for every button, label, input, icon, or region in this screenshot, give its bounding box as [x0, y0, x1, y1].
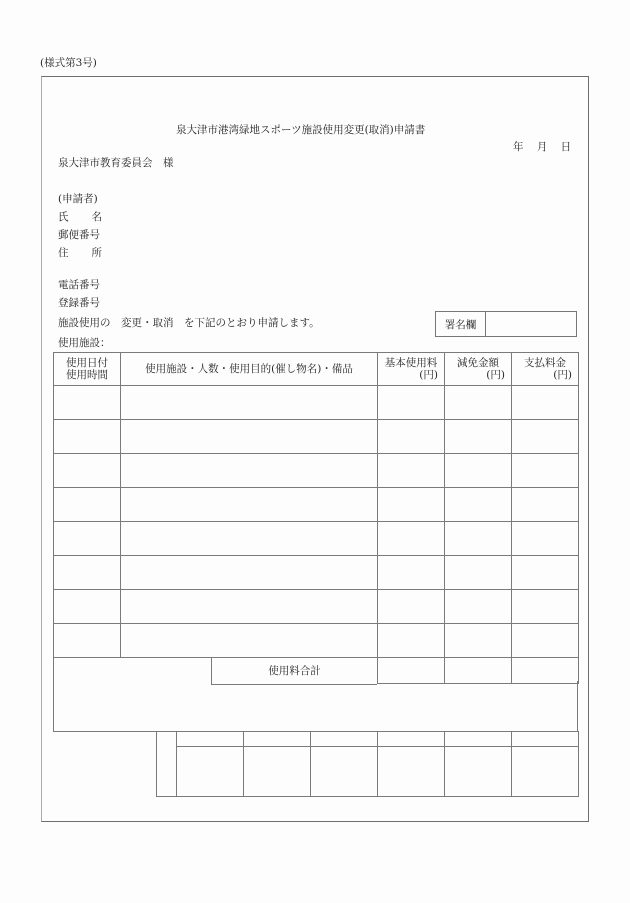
phone-label: 電話番号 [58, 279, 100, 291]
cell-payment[interactable] [512, 590, 579, 624]
usage-table [53, 352, 579, 684]
table-row [54, 488, 579, 522]
total-payment[interactable] [512, 658, 579, 684]
header-base-fee: 基本使用料 (円) [378, 353, 445, 386]
header-details: 使用施設・人数・使用目的(催し物名)・備品 [121, 353, 378, 386]
office-use-stamp-cell[interactable] [378, 747, 445, 797]
office-use-header-row [157, 732, 579, 747]
registration-number-label: 登録番号 [58, 297, 100, 309]
cell-date[interactable] [54, 386, 121, 420]
cell-details[interactable] [121, 454, 378, 488]
cell-payment[interactable] [512, 624, 579, 658]
cell-date[interactable] [54, 624, 121, 658]
application-statement: 施設使用の 変更・取消 を下記のとおり申請します。 [58, 317, 320, 329]
table-row [54, 454, 579, 488]
office-use-stamp-row [157, 747, 579, 797]
office-use-side-cell [157, 732, 177, 797]
cell-details[interactable] [121, 590, 378, 624]
table-row [54, 522, 579, 556]
signature-box [435, 311, 577, 337]
cell-date[interactable] [54, 522, 121, 556]
total-label: 使用料合計 [211, 658, 377, 685]
table-row [54, 624, 579, 658]
addressee: 泉大津市教育委員会 様 [58, 157, 174, 169]
header-payment: 支払料金 (円) [512, 353, 579, 386]
facility-label: 使用施設： [58, 337, 111, 349]
office-use-header-cell [378, 732, 445, 747]
cell-details[interactable] [121, 522, 378, 556]
table-row [54, 590, 579, 624]
cell-discount[interactable] [445, 522, 512, 556]
cell-payment[interactable] [512, 488, 579, 522]
office-use-stamp-cell[interactable] [244, 747, 311, 797]
cell-base-fee[interactable] [378, 454, 445, 488]
cell-payment[interactable] [512, 420, 579, 454]
cell-discount[interactable] [445, 488, 512, 522]
cell-base-fee[interactable] [378, 488, 445, 522]
cell-discount[interactable] [445, 386, 512, 420]
cell-details[interactable] [121, 488, 378, 522]
cell-base-fee[interactable] [378, 522, 445, 556]
signature-label: 署名欄 [436, 312, 486, 336]
applicant-heading: (申請者) [58, 193, 98, 205]
total-base-fee[interactable] [378, 658, 445, 684]
cell-discount[interactable] [445, 420, 512, 454]
remarks-area[interactable] [53, 681, 578, 732]
cell-details[interactable] [121, 386, 378, 420]
cell-base-fee[interactable] [378, 420, 445, 454]
table-row [54, 386, 579, 420]
office-use-header-cell [177, 732, 244, 747]
cell-discount[interactable] [445, 556, 512, 590]
header-date-time: 使用日付 使用時間 [54, 353, 121, 386]
office-use-stamp-cell[interactable] [512, 747, 579, 797]
cell-base-fee[interactable] [378, 624, 445, 658]
cell-details[interactable] [121, 420, 378, 454]
cell-date[interactable] [54, 420, 121, 454]
office-use-stamp-cell[interactable] [177, 747, 244, 797]
table-row [54, 420, 579, 454]
address-label: 住所 [58, 247, 102, 259]
postal-code-label: 郵便番号 [58, 229, 100, 241]
signature-field[interactable] [486, 312, 576, 336]
cell-payment[interactable] [512, 522, 579, 556]
cell-discount[interactable] [445, 454, 512, 488]
form-number: (様式第3号) [40, 57, 97, 69]
total-label-area [54, 658, 378, 684]
cell-discount[interactable] [445, 590, 512, 624]
cell-base-fee[interactable] [378, 590, 445, 624]
cell-date[interactable] [54, 590, 121, 624]
table-header-row [54, 353, 579, 386]
date-line: 年 月 日 [513, 141, 572, 153]
header-discount: 減免金額 (円) [445, 353, 512, 386]
cell-base-fee[interactable] [378, 386, 445, 420]
office-use-stamp-cell[interactable] [445, 747, 512, 797]
office-use-header-cell [244, 732, 311, 747]
office-use-stamp-cell[interactable] [311, 747, 378, 797]
cell-date[interactable] [54, 556, 121, 590]
total-row [54, 658, 579, 684]
cell-date[interactable] [54, 488, 121, 522]
cell-base-fee[interactable] [378, 556, 445, 590]
office-use-table [156, 731, 579, 797]
cell-date[interactable] [54, 454, 121, 488]
office-use-header-cell [512, 732, 579, 747]
form-title: 泉大津市港湾緑地スポーツ施設使用変更(取消)申請書 [176, 124, 426, 136]
cell-payment[interactable] [512, 386, 579, 420]
office-use-header-cell [311, 732, 378, 747]
cell-details[interactable] [121, 556, 378, 590]
total-discount[interactable] [445, 658, 512, 684]
table-row [54, 556, 579, 590]
office-use-header-cell [445, 732, 512, 747]
cell-discount[interactable] [445, 624, 512, 658]
cell-details[interactable] [121, 624, 378, 658]
cell-payment[interactable] [512, 454, 579, 488]
cell-payment[interactable] [512, 556, 579, 590]
name-label: 氏名 [58, 211, 102, 223]
